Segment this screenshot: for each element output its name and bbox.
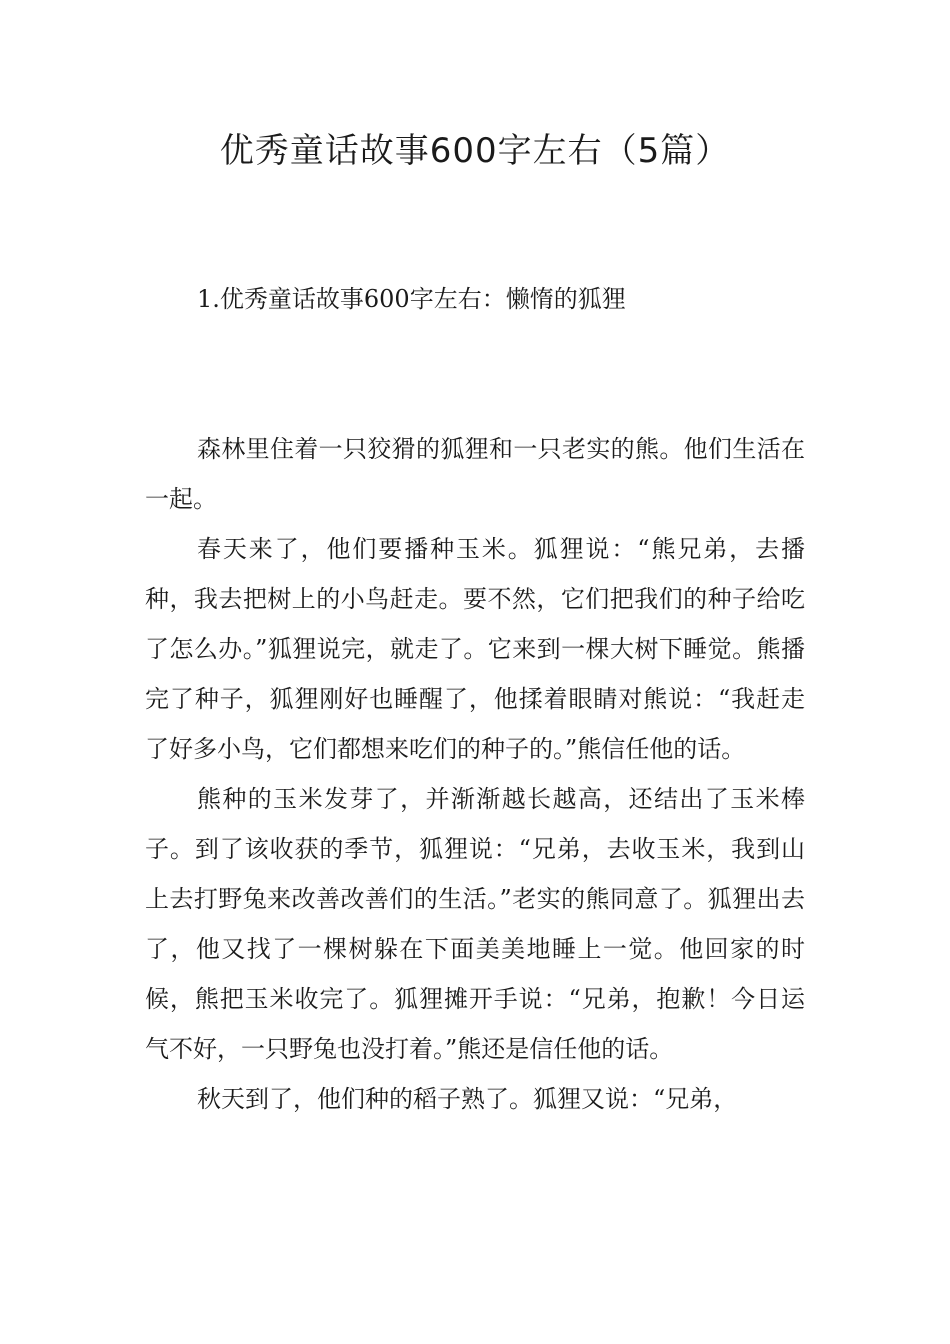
paragraph-3: 熊种的玉米发芽了，并渐渐越长越高，还结出了玉米棒子。到了该收获的季节，狐狸说：“兄弟，去收玉米，我到山上去打野兔来改善改善们的生活。”老实的熊同意了。狐狸出去了，他又找了一棵树躲在下面美美地睡上一觉。他回家的时候，熊把玉米收完了。狐狸摊开手说：“兄弟，抱歉！今日运气不好，一只野兔也没打着。”熊还是信任他的话。 — [145, 785, 805, 1063]
paragraph-4: 秋天到了，他们种的稻子熟了。狐狸又说：“兄弟， — [197, 1085, 738, 1113]
section-heading: 1.优秀童话故事600字左右：懒惰的狐狸 — [197, 285, 626, 313]
paragraph-1: 森林里住着一只狡猾的狐狸和一只老实的熊。他们生活在一起。 — [145, 435, 805, 513]
story-body — [145, 424, 805, 1124]
document-title: 优秀童话故事600字左右（5篇） — [219, 131, 731, 171]
paragraph-2: 春天来了，他们要播种玉米。狐狸说：“熊兄弟，去播种，我去把树上的小鸟赶走。要不然，它们把我们的种子给吃了怎么办。”狐狸说完，就走了。它来到一棵大树下睡觉。熊播完了种子，狐狸刚好也睡醒了，他揉着眼睛对熊说：“我赶走了好多小鸟，它们都想来吃们的种子的。”熊信任他的话。 — [145, 535, 805, 763]
